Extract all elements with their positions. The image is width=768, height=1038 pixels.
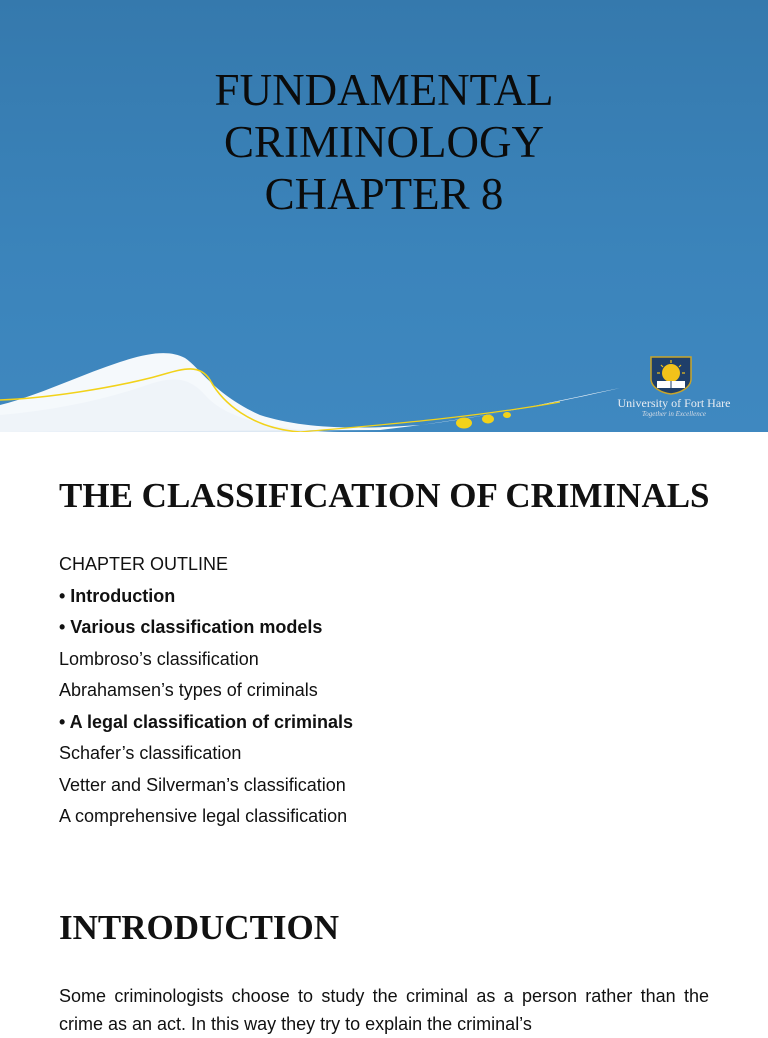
- title-line: CHAPTER 8: [264, 169, 504, 219]
- classification-heading: THE CLASSIFICATION OF CRIMINALS: [59, 476, 710, 515]
- outline-subitem: Lombroso’s classification: [59, 648, 259, 669]
- university-name: University of Fort Hare: [617, 396, 731, 410]
- outline-subitem: Vetter and Silverman’s classification: [59, 774, 346, 795]
- introduction-paragraph: Some criminologists choose to study the criminal as a person rather than the crime as an act. In this way they try to explain the criminal’s: [59, 986, 709, 1034]
- outline-subitem: A comprehensive legal classification: [59, 806, 348, 826]
- outline-subitem: Abrahamsen’s types of criminals: [59, 680, 318, 700]
- university-logo: [596, 355, 752, 417]
- outline-item: • A legal classification of criminals: [59, 711, 354, 732]
- outline-label: CHAPTER OUTLINE: [59, 554, 229, 574]
- title-slide: [0, 0, 768, 432]
- university-crest-icon: [648, 355, 694, 395]
- university-motto: Together in Excellence: [642, 410, 706, 418]
- slide-title: [0, 64, 768, 220]
- chapter-outline: [59, 549, 353, 833]
- title-line: FUNDAMENTAL: [214, 65, 554, 115]
- outline-subitem: Schafer’s classification: [59, 743, 242, 763]
- outline-item: • Introduction: [59, 585, 176, 606]
- title-line: CRIMINOLOGY: [224, 117, 544, 167]
- introduction-heading: INTRODUCTION: [59, 908, 340, 947]
- outline-item: • Various classification models: [59, 617, 323, 637]
